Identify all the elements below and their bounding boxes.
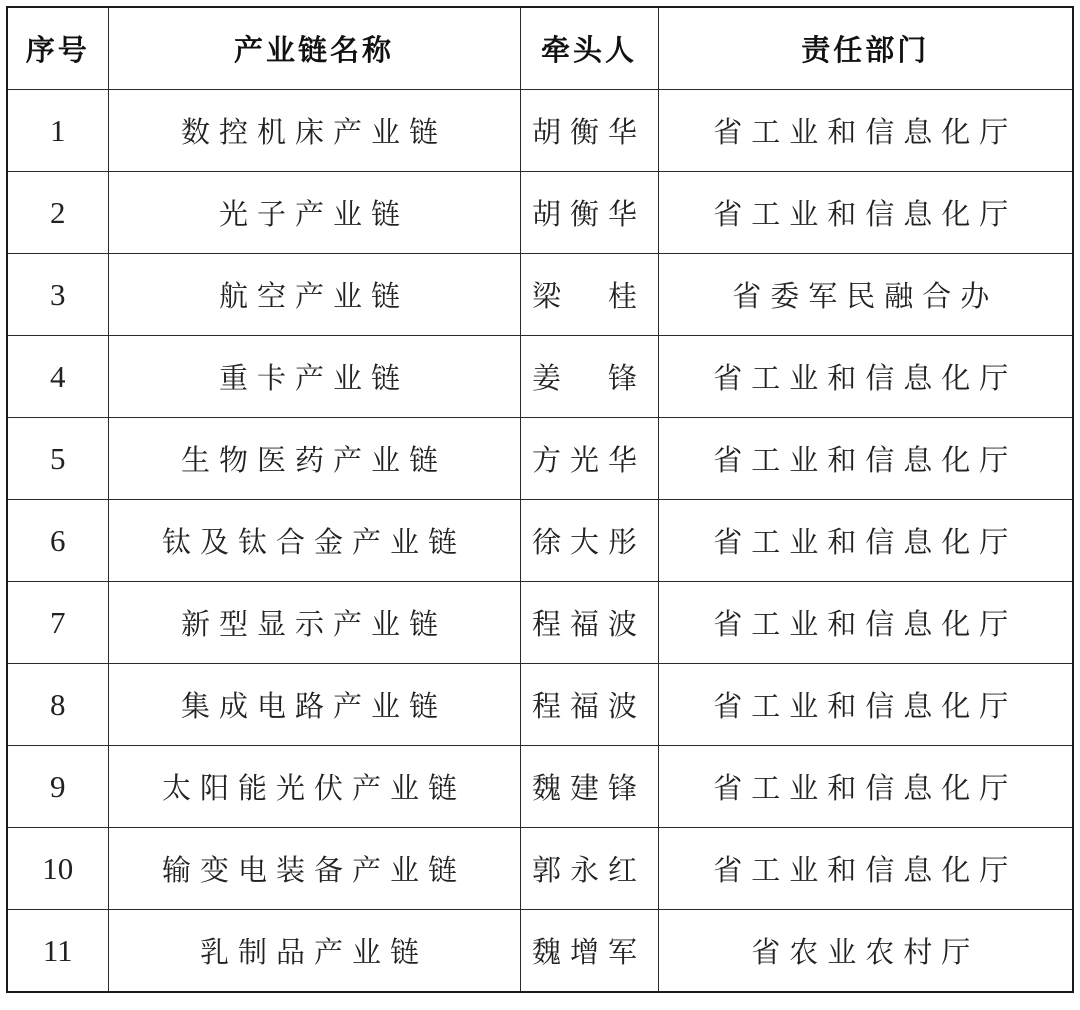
- leader-cell: 程福波: [520, 582, 658, 664]
- table-row: [7, 336, 1073, 418]
- serial-number-cell: 10: [7, 828, 108, 910]
- leader-cell: 程福波: [520, 664, 658, 746]
- serial-number-cell: 6: [7, 500, 108, 582]
- serial-number-cell: 9: [7, 746, 108, 828]
- header-responsible-department: 责任部门: [658, 7, 1073, 90]
- leader-cell: 魏建锋: [520, 746, 658, 828]
- table-row: [7, 910, 1073, 993]
- serial-number-cell: 8: [7, 664, 108, 746]
- table-row: [7, 90, 1073, 172]
- leader-cell: 胡衡华: [520, 90, 658, 172]
- serial-number-cell: 4: [7, 336, 108, 418]
- department-cell: 省工业和信息化厅: [658, 336, 1073, 418]
- table-row: [7, 664, 1073, 746]
- chain-name-cell: 集成电路产业链: [108, 664, 520, 746]
- chain-name-cell: 生物医药产业链: [108, 418, 520, 500]
- chain-name-cell: 钛及钛合金产业链: [108, 500, 520, 582]
- table-row: [7, 746, 1073, 828]
- leader-cell: 魏增军: [520, 910, 658, 993]
- serial-number-cell: 7: [7, 582, 108, 664]
- table-row: [7, 582, 1073, 664]
- leader-cell: 徐大彤: [520, 500, 658, 582]
- department-cell: 省工业和信息化厅: [658, 172, 1073, 254]
- chain-name-cell: 航空产业链: [108, 254, 520, 336]
- chain-name-cell: 输变电装备产业链: [108, 828, 520, 910]
- industry-chain-table: [6, 6, 1074, 993]
- department-cell: 省委军民融合办: [658, 254, 1073, 336]
- header-leader: 牵头人: [520, 7, 658, 90]
- department-cell: 省工业和信息化厅: [658, 90, 1073, 172]
- serial-number-cell: 11: [7, 910, 108, 993]
- chain-name-cell: 乳制品产业链: [108, 910, 520, 993]
- chain-name-cell: 光子产业链: [108, 172, 520, 254]
- chain-name-cell: 重卡产业链: [108, 336, 520, 418]
- department-cell: 省工业和信息化厅: [658, 418, 1073, 500]
- leader-cell: 梁 桂: [520, 254, 658, 336]
- header-chain-name: 产业链名称: [108, 7, 520, 90]
- department-cell: 省工业和信息化厅: [658, 746, 1073, 828]
- table-header-row: [7, 7, 1073, 90]
- leader-cell: 姜 锋: [520, 336, 658, 418]
- table-row: [7, 418, 1073, 500]
- table-row: [7, 172, 1073, 254]
- serial-number-cell: 3: [7, 254, 108, 336]
- table-row: [7, 828, 1073, 910]
- leader-cell: 郭永红: [520, 828, 658, 910]
- header-serial-number: 序号: [7, 7, 108, 90]
- serial-number-cell: 2: [7, 172, 108, 254]
- chain-name-cell: 太阳能光伏产业链: [108, 746, 520, 828]
- chain-name-cell: 数控机床产业链: [108, 90, 520, 172]
- department-cell: 省工业和信息化厅: [658, 500, 1073, 582]
- leader-cell: 胡衡华: [520, 172, 658, 254]
- table-body: [7, 90, 1073, 993]
- department-cell: 省工业和信息化厅: [658, 664, 1073, 746]
- leader-cell: 方光华: [520, 418, 658, 500]
- serial-number-cell: 5: [7, 418, 108, 500]
- table-row: [7, 500, 1073, 582]
- department-cell: 省工业和信息化厅: [658, 828, 1073, 910]
- table-row: [7, 254, 1073, 336]
- department-cell: 省农业农村厅: [658, 910, 1073, 993]
- serial-number-cell: 1: [7, 90, 108, 172]
- department-cell: 省工业和信息化厅: [658, 582, 1073, 664]
- chain-name-cell: 新型显示产业链: [108, 582, 520, 664]
